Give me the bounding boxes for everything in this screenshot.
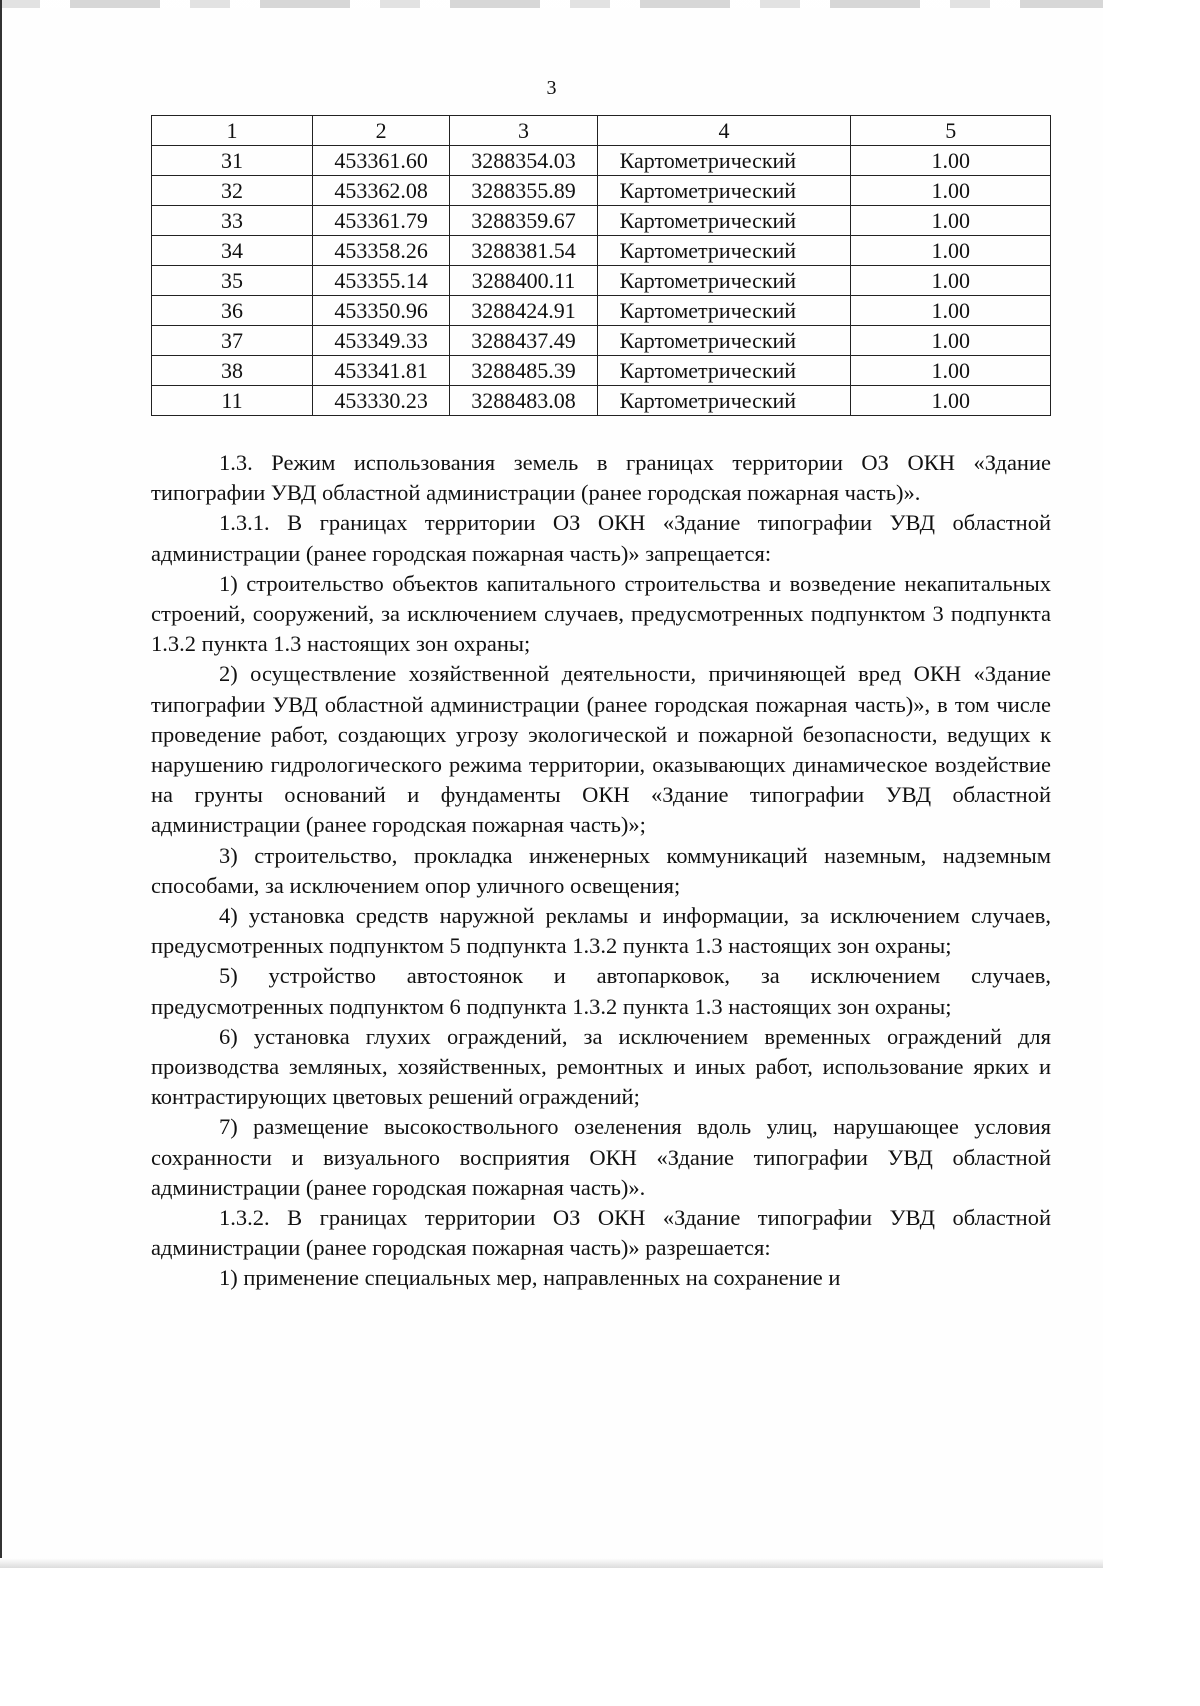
x-coordinate-cell: 453341.81 — [313, 356, 450, 386]
method-cell: Картометрический — [597, 266, 851, 296]
table-row — [152, 206, 1051, 236]
paragraph: 6) установка глухих ограждений, за исключением временных ограждений для производства земляных, хозяйственных, ремонтных и иных работ, использование ярких и контрастирующих цветовых решений ограждений; — [151, 1023, 1051, 1110]
table-header-cell: 4 — [597, 116, 851, 146]
paragraph: 1.3.1. В границах территории ОЗ ОКН «Здание типографии УВД областной администрации (ранее городская пожарная часть)» запрещается: — [151, 510, 1051, 566]
accuracy-cell: 1.00 — [851, 236, 1051, 266]
method-cell: Картометрический — [597, 386, 851, 416]
y-coordinate-cell: 3288381.54 — [450, 236, 597, 266]
paragraph: 7) размещение высокоствольного озеленения вдоль улиц, нарушающее условия сохранности и визуального восприятия ОКН «Здание типографии УВД областной администрации (ранее городская пожарная часть)». — [151, 1114, 1051, 1200]
accuracy-cell: 1.00 — [851, 386, 1051, 416]
paragraph: 3) строительство, прокладка инженерных коммуникаций наземным, надземным способами, за исключением опор уличного освещения; — [151, 842, 1051, 898]
paragraph: 4) установка средств наружной рекламы и информации, за исключением случаев, предусмотренных подпунктом 5 подпункта 1.3.2 пункта 1.3 настоящих зон охраны; — [151, 903, 1051, 959]
point-number-cell: 33 — [152, 206, 313, 236]
point-number-cell: 11 — [152, 386, 313, 416]
method-cell: Картометрический — [597, 356, 851, 386]
y-coordinate-cell: 3288424.91 — [450, 296, 597, 326]
accuracy-cell: 1.00 — [851, 146, 1051, 176]
table-header-cell: 1 — [152, 116, 313, 146]
table-row — [152, 296, 1051, 326]
method-cell: Картометрический — [597, 176, 851, 206]
page-number: 3 — [546, 77, 557, 99]
method-cell: Картометрический — [597, 236, 851, 266]
paragraph: 1.3. Режим использования земель в границах территории ОЗ ОКН «Здание типографии УВД областной администрации (ранее городская пожарная часть)». — [151, 450, 1051, 506]
y-coordinate-cell: 3288354.03 — [450, 146, 597, 176]
x-coordinate-cell: 453358.26 — [313, 236, 450, 266]
y-coordinate-cell: 3288355.89 — [450, 176, 597, 206]
table-row — [152, 176, 1051, 206]
document-body-text — [151, 448, 1051, 1294]
point-number-cell: 38 — [152, 356, 313, 386]
table-header-cell: 5 — [851, 116, 1051, 146]
y-coordinate-cell: 3288483.08 — [450, 386, 597, 416]
accuracy-cell: 1.00 — [851, 356, 1051, 386]
accuracy-cell: 1.00 — [851, 176, 1051, 206]
paragraph: 2) осуществление хозяйственной деятельности, причиняющей вред ОКН «Здание типографии УВД областной администрации (ранее городская пожарная часть)», в том числе проведение работ, создающих угрозу экологической и пожарной безопасности, ведущих к нарушению гидрологического режима территории, оказывающих динамическое воздействие на грунты оснований и фундаменты ОКН «Здание типографии УВД областной администрации (ранее городская пожарная часть)»; — [151, 661, 1051, 838]
paragraph: 1) применение специальных мер, направленных на сохранение и — [219, 1265, 841, 1291]
accuracy-cell: 1.00 — [851, 296, 1051, 326]
y-coordinate-cell: 3288485.39 — [450, 356, 597, 386]
scan-artifact-left-edge — [0, 0, 2, 1568]
x-coordinate-cell: 453362.08 — [313, 176, 450, 206]
point-number-cell: 31 — [152, 146, 313, 176]
accuracy-cell: 1.00 — [851, 326, 1051, 356]
table-row — [152, 266, 1051, 296]
point-number-cell: 37 — [152, 326, 313, 356]
scan-artifact-bottom — [0, 1558, 1103, 1568]
table-header-row — [152, 116, 1051, 146]
table-row — [152, 236, 1051, 266]
point-number-cell: 34 — [152, 236, 313, 266]
accuracy-cell: 1.00 — [851, 266, 1051, 296]
y-coordinate-cell: 3288437.49 — [450, 326, 597, 356]
coordinates-table-body — [152, 116, 1051, 416]
point-number-cell: 35 — [152, 266, 313, 296]
scan-artifact-top — [0, 0, 1103, 8]
method-cell: Картометрический — [597, 296, 851, 326]
paragraph: 1) строительство объектов капитального строительства и возведение некапитальных строений, сооружений, за исключением случаев, предусмотренных подпунктом 3 подпункта 1.3.2 пункта 1.3 настоящих зон охраны; — [151, 570, 1051, 657]
x-coordinate-cell: 453350.96 — [313, 296, 450, 326]
y-coordinate-cell: 3288359.67 — [450, 206, 597, 236]
table-header-cell: 3 — [450, 116, 597, 146]
y-coordinate-cell: 3288400.11 — [450, 266, 597, 296]
x-coordinate-cell: 453330.23 — [313, 386, 450, 416]
method-cell: Картометрический — [597, 146, 851, 176]
accuracy-cell: 1.00 — [851, 206, 1051, 236]
table-row — [152, 356, 1051, 386]
point-number-cell: 32 — [152, 176, 313, 206]
table-row — [152, 146, 1051, 176]
x-coordinate-cell: 453361.60 — [313, 146, 450, 176]
x-coordinate-cell: 453361.79 — [313, 206, 450, 236]
paragraph: 5) устройство автостоянок и автопарковок, за исключением случаев, предусмотренных подпунктом 6 подпункта 1.3.2 пункта 1.3 настоящих зон охраны; — [151, 963, 1051, 1019]
x-coordinate-cell: 453349.33 — [313, 326, 450, 356]
x-coordinate-cell: 453355.14 — [313, 266, 450, 296]
paragraph: 1.3.2. В границах территории ОЗ ОКН «Здание типографии УВД областной администрации (ранее городская пожарная часть)» разрешается: — [151, 1205, 1051, 1261]
table-header-cell: 2 — [313, 116, 450, 146]
coordinates-table — [151, 115, 1051, 416]
point-number-cell: 36 — [152, 296, 313, 326]
method-cell: Картометрический — [597, 206, 851, 236]
method-cell: Картометрический — [597, 326, 851, 356]
table-row — [152, 386, 1051, 416]
table-row — [152, 326, 1051, 356]
